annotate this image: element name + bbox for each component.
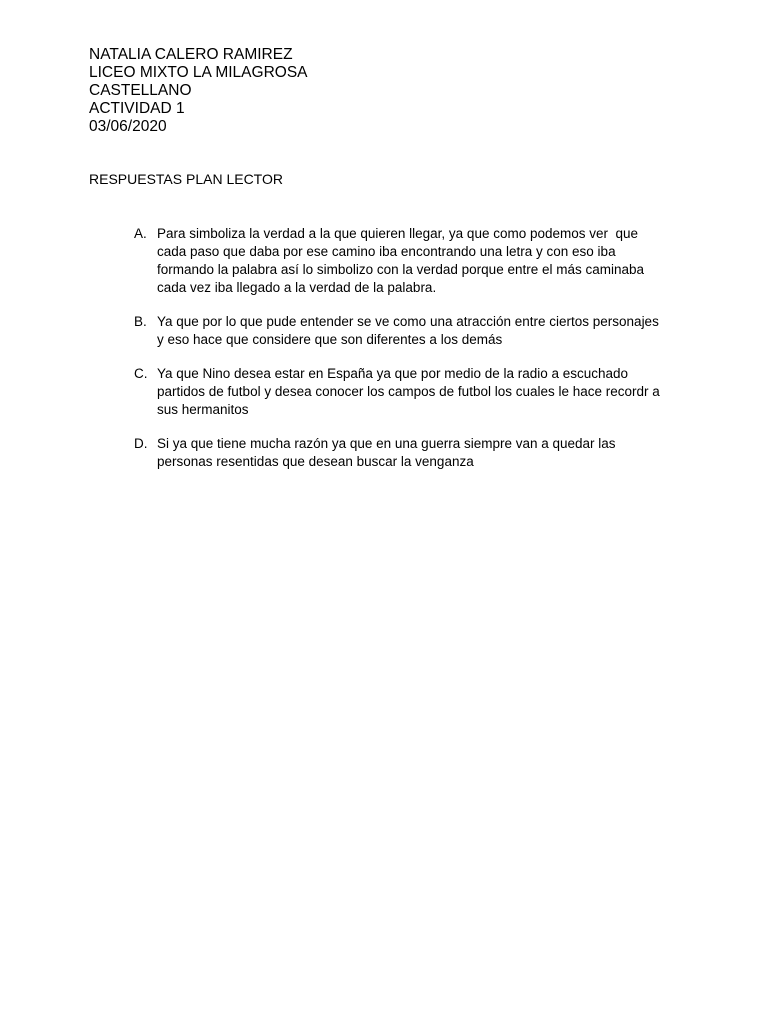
document-date: 03/06/2020 bbox=[89, 118, 167, 135]
answer-item-c bbox=[134, 365, 679, 419]
answer-marker: B. bbox=[134, 314, 147, 329]
answer-line: cada paso que daba por ese camino iba encontrando una letra y con eso iba bbox=[157, 244, 616, 259]
answer-text bbox=[157, 365, 679, 419]
student-name: NATALIA CALERO RAMIREZ bbox=[89, 46, 293, 63]
answer-item-a bbox=[134, 225, 679, 297]
section-title: RESPUESTAS PLAN LECTOR bbox=[89, 171, 283, 187]
answer-marker: A. bbox=[134, 226, 147, 241]
answer-line: Si ya que tiene mucha razón ya que en una guerra siempre van a quedar las bbox=[157, 436, 616, 451]
answer-line: personas resentidas que desean buscar la venganza bbox=[157, 454, 474, 469]
document-header bbox=[89, 46, 308, 136]
answer-marker: D. bbox=[134, 436, 148, 451]
answer-line: y eso hace que considere que son diferentes a los demás bbox=[157, 332, 503, 347]
answer-line: Ya que Nino desea estar en España ya que por medio de la radio a escuchado bbox=[157, 366, 629, 381]
answer-item-d bbox=[134, 435, 679, 471]
answers-list bbox=[134, 225, 679, 487]
answer-text bbox=[157, 435, 679, 471]
activity-label: ACTIVIDAD 1 bbox=[89, 100, 185, 117]
answer-text bbox=[157, 313, 679, 349]
answer-marker: C. bbox=[134, 366, 148, 381]
school-name: LICEO MIXTO LA MILAGROSA bbox=[89, 64, 308, 81]
answer-item-b bbox=[134, 313, 679, 349]
answer-line: cada vez iba llegado a la verdad de la palabra. bbox=[157, 280, 437, 295]
answer-line: Para simboliza la verdad a la que quieren llegar, ya que como podemos ver que bbox=[157, 226, 639, 241]
subject-name: CASTELLANO bbox=[89, 82, 192, 99]
answer-line: Ya que por lo que pude entender se ve como una atracción entre ciertos personajes bbox=[157, 314, 659, 329]
answer-text bbox=[157, 225, 679, 297]
answer-line: formando la palabra así lo simbolizo con la verdad porque entre el más caminaba bbox=[157, 262, 645, 277]
answer-line: partidos de futbol y desea conocer los campos de futbol los cuales le hace recordr a bbox=[157, 384, 660, 399]
answer-line: sus hermanitos bbox=[157, 402, 249, 417]
